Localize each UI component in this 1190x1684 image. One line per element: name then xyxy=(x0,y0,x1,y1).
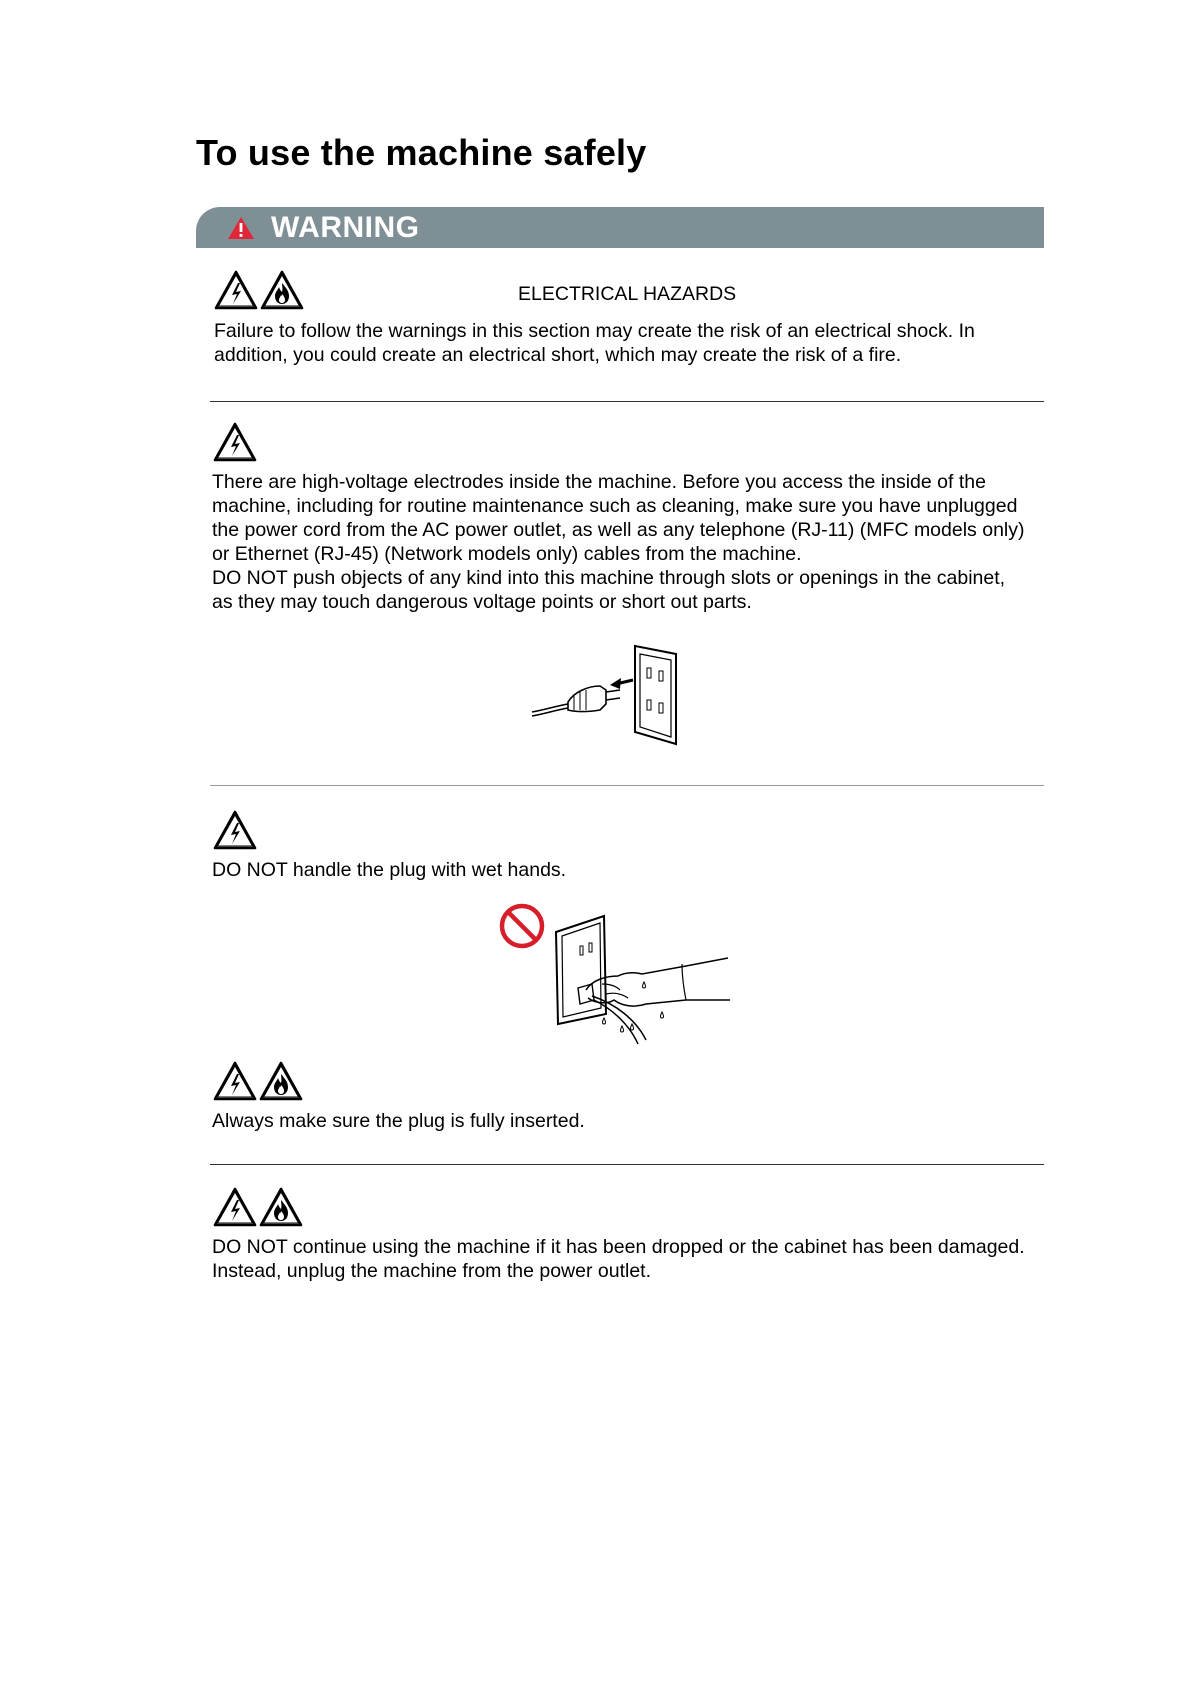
paragraph-line: There are high-voltage electrodes inside the machine. Before you access the inside of the xyxy=(212,471,986,493)
paragraph-line: DO NOT handle the plug with wet hands. xyxy=(212,859,567,881)
page-title: To use the machine safely xyxy=(196,132,647,173)
electrical-hazard-icon xyxy=(213,422,257,462)
paragraph-line: Instead, unplug the machine from the power outlet. xyxy=(212,1260,652,1282)
wet-hands-illustration xyxy=(496,900,736,1050)
fire-hazard-icon xyxy=(259,1061,303,1101)
warning-triangle-icon xyxy=(227,216,255,240)
electrical-hazard-icon xyxy=(214,270,258,310)
fire-hazard-icon xyxy=(260,270,304,310)
paragraph-line: DO NOT continue using the machine if it has been dropped or the cabinet has been damaged. xyxy=(212,1236,1025,1258)
paragraph-line: as they may touch dangerous voltage points or short out parts. xyxy=(212,591,752,613)
prohibition-icon xyxy=(502,906,542,946)
electrical-hazard-icon xyxy=(213,810,257,850)
electrical-hazard-icon xyxy=(213,1187,257,1227)
paragraph-line: Failure to follow the warnings in this section may create the risk of an electrical shock. In xyxy=(214,320,975,342)
paragraph-line: or Ethernet (RJ-45) (Network models only) cables from the machine. xyxy=(212,543,802,565)
warning-label: WARNING xyxy=(271,211,420,244)
paragraph-line: DO NOT push objects of any kind into this machine through slots or openings in the cabinet, xyxy=(212,567,1006,589)
warning-banner xyxy=(196,207,1044,248)
paragraph-line: Always make sure the plug is fully inserted. xyxy=(212,1110,585,1132)
paragraph-line: the power cord from the AC power outlet, as well as any telephone (RJ-11) (MFC models only) xyxy=(212,519,1025,541)
unplug-illustration xyxy=(530,640,690,750)
paragraph-line: addition, you could create an electrical short, which may create the risk of a fire. xyxy=(214,344,902,366)
divider xyxy=(210,401,1044,402)
paragraph-line: machine, including for routine maintenance such as cleaning, make sure you have unplugged xyxy=(212,495,1018,517)
divider xyxy=(210,1164,1044,1165)
divider xyxy=(210,785,1044,786)
electrical-hazard-icon xyxy=(213,1061,257,1101)
fire-hazard-icon xyxy=(259,1187,303,1227)
section-heading: ELECTRICAL HAZARDS xyxy=(518,283,737,305)
